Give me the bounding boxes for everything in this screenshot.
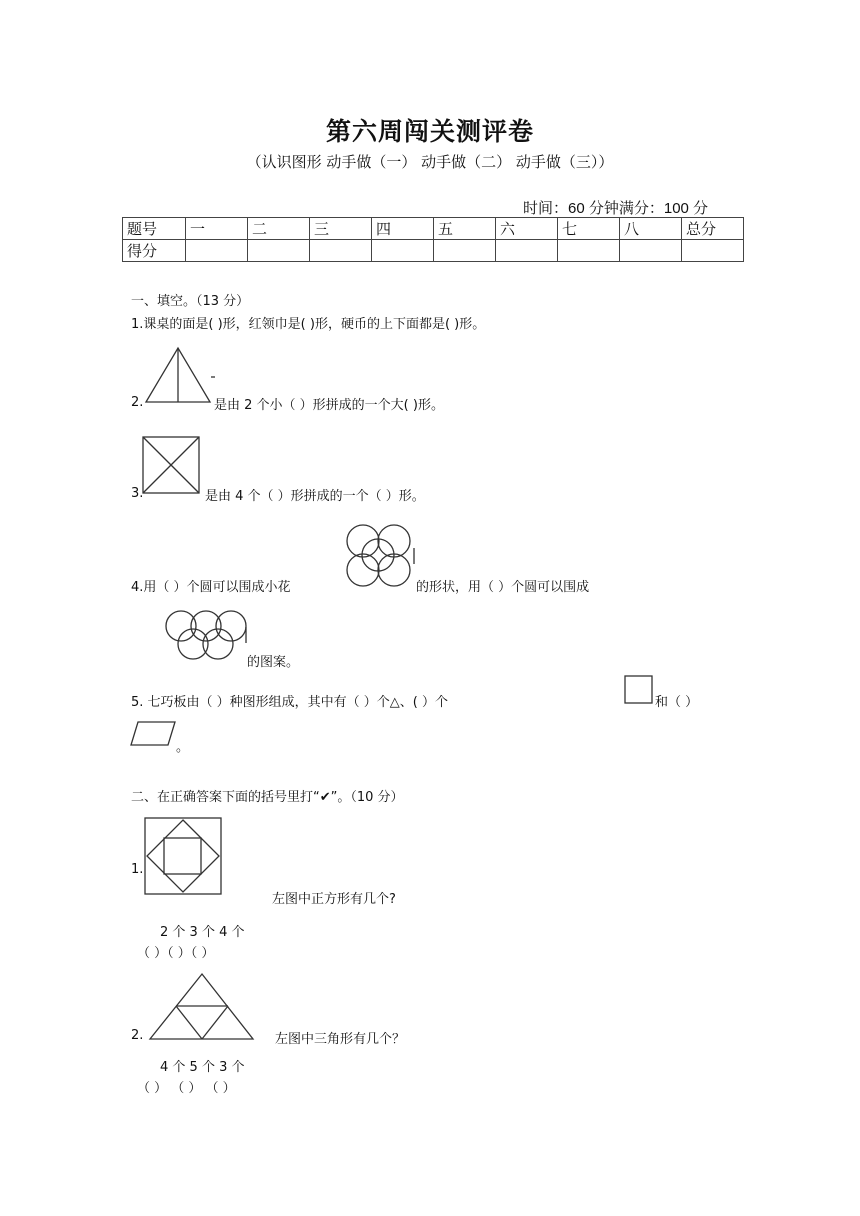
question-1-5-text-b: 和（ ） bbox=[655, 695, 699, 710]
diamond-shape bbox=[147, 820, 219, 892]
time-info: 时间：60 分钟满分：100 分 bbox=[523, 200, 709, 217]
score-input-cell[interactable] bbox=[496, 240, 558, 262]
four-circle-flower-figure bbox=[346, 524, 418, 590]
score-input-cell[interactable] bbox=[682, 240, 744, 262]
section2-heading: 二、在正确答案下面的括号里打“✔”。（10 分） bbox=[131, 790, 404, 805]
score-header-cell: 三 bbox=[310, 218, 372, 240]
score-input-cell[interactable] bbox=[310, 240, 372, 262]
score-header-cell: 八 bbox=[620, 218, 682, 240]
score-input-cell[interactable] bbox=[620, 240, 682, 262]
question-2-1-answer-brackets[interactable]: （ ）（ ）（ ） bbox=[137, 946, 215, 961]
question-1-1: 1.课桌的面是( )形，红领巾是( )形，硬币的上下面都是( )形。 bbox=[131, 317, 486, 332]
score-input-cell[interactable] bbox=[186, 240, 248, 262]
nested-squares-figure bbox=[144, 817, 224, 897]
square-shape bbox=[625, 676, 652, 703]
score-table bbox=[122, 217, 744, 262]
section1-heading: 一、填空。（13 分） bbox=[131, 294, 250, 309]
small-square-figure bbox=[624, 675, 654, 705]
score-header-cell: 六 bbox=[496, 218, 558, 240]
score-header-cell: 总分 bbox=[682, 218, 744, 240]
score-header-cell: 题号 bbox=[123, 218, 186, 240]
question-2-2-number: 2. bbox=[131, 1028, 144, 1043]
question-1-5-text-a: 5. 七巧板由（ ）种图形组成，其中有（ ）个△、( ）个 bbox=[131, 695, 449, 710]
olympic-rings-figure bbox=[165, 609, 250, 663]
score-table-score-row bbox=[123, 240, 744, 262]
question-2-2-text: 左图中三角形有几个？ bbox=[275, 1032, 406, 1047]
circle-shape bbox=[347, 525, 379, 557]
score-header-cell: 七 bbox=[558, 218, 620, 240]
question-1-4-text-a: 4.用（ ）个圆可以围成小花 bbox=[131, 580, 291, 595]
parallelogram-shape bbox=[131, 722, 175, 745]
midline bbox=[176, 1006, 202, 1039]
score-header-cell: 五 bbox=[434, 218, 496, 240]
inner-square-shape bbox=[164, 838, 201, 874]
score-input-cell[interactable] bbox=[248, 240, 310, 262]
page-subtitle: （认识图形 动手做（一） 动手做（二） 动手做（三）） bbox=[246, 153, 614, 171]
question-2-1-text: 左图中正方形有几个? bbox=[272, 892, 396, 907]
question-2-1-number: 1. bbox=[131, 862, 144, 877]
score-header-cell: 一 bbox=[186, 218, 248, 240]
triangle-split-figure bbox=[145, 347, 220, 407]
question-1-2-text: 是由 2 个小（ ）形拼成的一个大( )形。 bbox=[214, 398, 444, 413]
question-1-2-number: 2. bbox=[131, 395, 144, 410]
question-2-2-options: 4 个 5 个 3 个 bbox=[160, 1060, 245, 1075]
question-1-3-number: 3. bbox=[131, 486, 144, 501]
score-input-cell[interactable] bbox=[558, 240, 620, 262]
score-input-cell[interactable] bbox=[434, 240, 496, 262]
midline bbox=[202, 1006, 228, 1039]
score-row-label: 得分 bbox=[123, 240, 186, 262]
score-header-cell: 四 bbox=[372, 218, 434, 240]
page-title: 第六周闯关测评卷 bbox=[325, 117, 534, 146]
score-header-cell: 二 bbox=[248, 218, 310, 240]
question-1-4-text-c: 的图案。 bbox=[247, 655, 300, 670]
score-input-cell[interactable] bbox=[372, 240, 434, 262]
outer-square-shape bbox=[145, 818, 221, 894]
question-1-4-text-b: 的形状，用（ ）个圆可以围成 bbox=[416, 580, 590, 595]
score-table-header-row bbox=[123, 218, 744, 240]
square-diagonals-figure bbox=[142, 436, 204, 496]
question-1-5-text-c: 。 bbox=[176, 740, 190, 755]
question-2-2-answer-brackets[interactable]: （ ） （ ） （ ） bbox=[137, 1081, 236, 1096]
triangle-grid-figure bbox=[149, 973, 255, 1041]
parallelogram-figure bbox=[130, 721, 180, 749]
question-2-1-options: 2 个 3 个 4 个 bbox=[160, 925, 245, 940]
question-1-3-text: 是由 4 个（ ）形拼成的一个（ ）形。 bbox=[205, 489, 425, 504]
